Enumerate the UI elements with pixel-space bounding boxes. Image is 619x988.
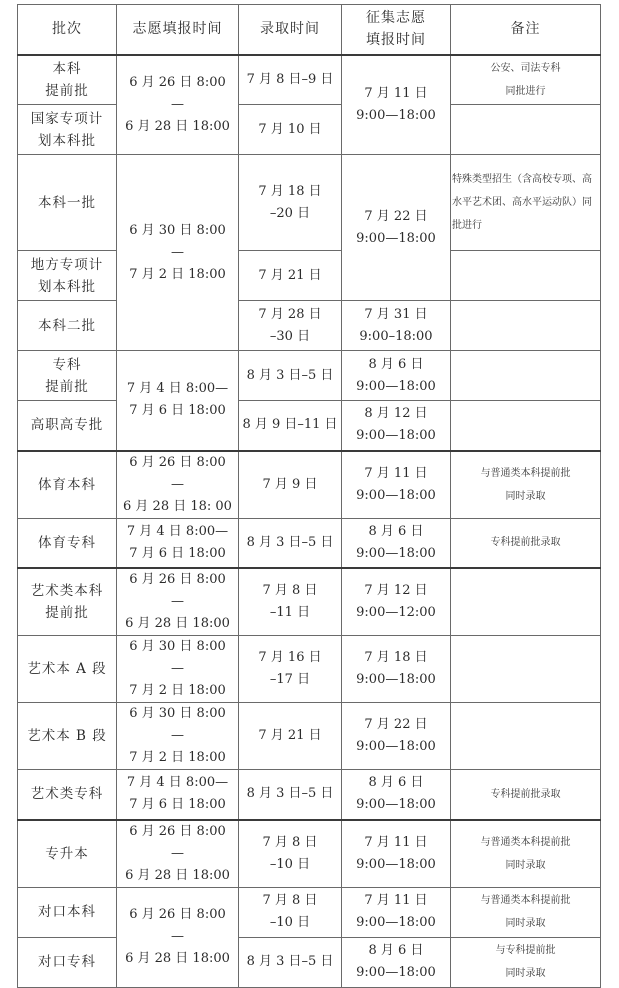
admit-time-cell: 8 月 3 日–5 日 [239,518,342,568]
table-row [18,451,601,519]
admission-schedule-table [17,4,601,988]
batch-cell: 专科 提前批 [18,351,117,401]
batch-cell: 地方专项计 划本科批 [18,251,117,301]
table-row [18,636,601,703]
admit-time-cell: 8 月 3 日–5 日 [239,351,342,401]
fill-time-cell: 6 月 26 日 8:00 — 6 月 28 日 18: 00 [117,451,239,519]
table-row [18,703,601,770]
remark-cell [451,351,601,401]
header-row [18,5,601,55]
header-solicit-time [342,5,451,55]
fill-time-cell: 7 月 4 日 8:00— 7 月 6 日 18:00 [117,518,239,568]
fill-time-cell: 6 月 26 日 8:00 — 6 月 28 日 18:00 [117,820,239,888]
table-row [18,568,601,636]
table-row [18,251,601,301]
solicit-time-cell: 7 月 11 日 9:00—18:00 [342,55,451,155]
table-row [18,301,601,351]
batch-cell: 对口专科 [18,937,117,987]
header-remark: 备注 [451,5,601,55]
admit-time-cell: 8 月 9 日–11 日 [239,401,342,451]
batch-cell: 本科 提前批 [18,55,117,105]
fill-time-cell: 6 月 30 日 8:00 — 7 月 2 日 18:00 [117,636,239,703]
solicit-time-cell: 8 月 12 日 9:00—18:00 [342,401,451,451]
remark-cell [451,251,601,301]
header-batch: 批次 [18,5,117,55]
admit-time-cell: 7 月 21 日 [239,703,342,770]
remark-cell: 与普通类本科提前批 同时录取 [451,820,601,888]
table-row [18,105,601,155]
admit-time-cell: 8 月 3 日–5 日 [239,937,342,987]
batch-cell: 艺术类本科 提前批 [18,568,117,636]
solicit-time-cell: 7 月 12 日 9:00—12:00 [342,568,451,636]
remark-cell: 与专科提前批 同时录取 [451,937,601,987]
fill-time-cell: 6 月 30 日 8:00 — 7 月 2 日 18:00 [117,703,239,770]
fill-time-cell: 6 月 30 日 8:00 — 7 月 2 日 18:00 [117,155,239,351]
batch-cell: 国家专项计 划本科批 [18,105,117,155]
admit-time-cell: 7 月 9 日 [239,451,342,519]
solicit-time-cell: 8 月 6 日 9:00—18:00 [342,770,451,820]
solicit-time-cell: 7 月 22 日 9:00—18:00 [342,155,451,301]
solicit-time-cell: 7 月 11 日 9:00—18:00 [342,820,451,888]
schedule-table-wrapper [17,4,601,988]
remark-cell: 特殊类型招生（含高校专项、高水平艺术团、高水平运动队）同批进行 [451,155,601,251]
admit-time-cell: 7 月 10 日 [239,105,342,155]
fill-time-cell: 7 月 4 日 8:00— 7 月 6 日 18:00 [117,351,239,451]
admit-time-cell: 7 月 28 日 –30 日 [239,301,342,351]
table-row [18,770,601,820]
batch-cell: 本科二批 [18,301,117,351]
remark-cell [451,301,601,351]
admit-time-cell: 7 月 8 日 –10 日 [239,887,342,937]
remark-cell [451,703,601,770]
remark-cell [451,401,601,451]
batch-cell: 体育本科 [18,451,117,519]
table-row [18,55,601,105]
header-fill-time: 志愿填报时间 [117,5,239,55]
remark-cell: 专科提前批录取 [451,770,601,820]
header-solicit-line2: 填报时间 [366,32,426,49]
solicit-time-cell: 8 月 6 日 9:00—18:00 [342,351,451,401]
batch-cell: 高职高专批 [18,401,117,451]
batch-cell: 体育专科 [18,518,117,568]
admit-time-cell: 7 月 8 日–9 日 [239,55,342,105]
fill-time-cell: 7 月 4 日 8:00— 7 月 6 日 18:00 [117,770,239,820]
remark-cell [451,568,601,636]
batch-cell: 艺术本 B 段 [18,703,117,770]
solicit-time-cell: 7 月 18 日 9:00—18:00 [342,636,451,703]
solicit-time-cell: 8 月 6 日 9:00—18:00 [342,937,451,987]
admit-time-cell: 7 月 21 日 [239,251,342,301]
table-row [18,518,601,568]
fill-time-cell: 6 月 26 日 8:00 — 6 月 28 日 18:00 [117,55,239,155]
remark-cell: 与普通类本科提前批 同时录取 [451,887,601,937]
admit-time-cell: 7 月 16 日 –17 日 [239,636,342,703]
solicit-time-cell: 7 月 11 日 9:00—18:00 [342,887,451,937]
remark-cell [451,105,601,155]
admit-time-cell: 8 月 3 日–5 日 [239,770,342,820]
remark-cell: 与普通类本科提前批 同时录取 [451,451,601,519]
remark-cell: 专科提前批录取 [451,518,601,568]
fill-time-cell: 6 月 26 日 8:00 — 6 月 28 日 18:00 [117,887,239,987]
table-row [18,351,601,401]
batch-cell: 本科一批 [18,155,117,251]
solicit-time-cell: 7 月 22 日 9:00—18:00 [342,703,451,770]
table-row [18,820,601,888]
header-admit-time: 录取时间 [239,5,342,55]
remark-cell [451,636,601,703]
batch-cell: 对口本科 [18,887,117,937]
table-row [18,155,601,251]
remark-cell: 公安、司法专科 同批进行 [451,55,601,105]
batch-cell: 专升本 [18,820,117,888]
batch-cell: 艺术类专科 [18,770,117,820]
fill-time-cell: 6 月 26 日 8:00 — 6 月 28 日 18:00 [117,568,239,636]
table-row [18,401,601,451]
solicit-time-cell: 7 月 31 日 9:00–18:00 [342,301,451,351]
admit-time-cell: 7 月 8 日 –11 日 [239,568,342,636]
batch-cell: 艺术本 A 段 [18,636,117,703]
solicit-time-cell: 8 月 6 日 9:00—18:00 [342,518,451,568]
admit-time-cell: 7 月 18 日 –20 日 [239,155,342,251]
header-solicit-line1: 征集志愿 [366,10,426,27]
solicit-time-cell: 7 月 11 日 9:00—18:00 [342,451,451,519]
table-row [18,887,601,937]
table-row [18,937,601,987]
admit-time-cell: 7 月 8 日 –10 日 [239,820,342,888]
